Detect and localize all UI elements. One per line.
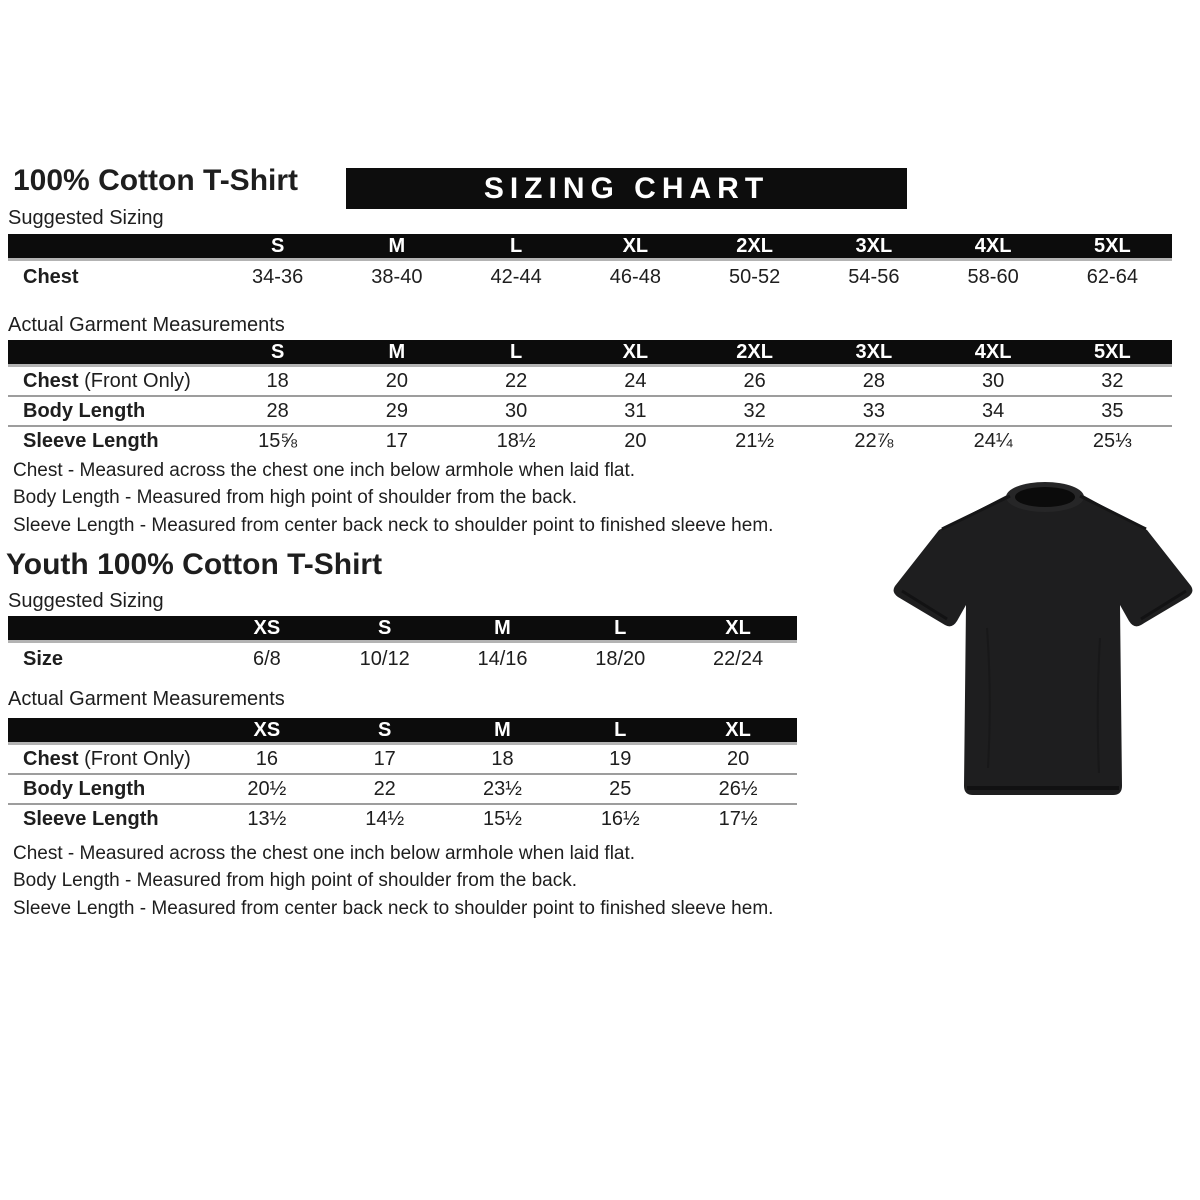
column-header: XL (725, 718, 751, 741)
table-cell: 16 (255, 747, 279, 770)
table-cell: 54-56 (848, 266, 900, 288)
adult-actual-header-row (8, 340, 1172, 367)
note-line: Sleeve Length - Measured from center back neck to shoulder point to finished sleeve hem. (13, 514, 774, 536)
column-header: 3XL (855, 340, 893, 363)
column-header: S (378, 718, 392, 741)
row-label (8, 370, 218, 393)
table-cell: 62-64 (1086, 266, 1138, 288)
youth-actual-measurements-label: Actual Garment Measurements (8, 688, 285, 710)
table-cell: 18/20 (595, 648, 646, 670)
table-cell: 22⅞ (854, 429, 894, 452)
table-cell: 14/16 (477, 648, 528, 670)
youth-suggested-header-row (8, 616, 797, 643)
column-header: XL (725, 616, 751, 639)
table-cell: 30 (982, 369, 1005, 392)
table-cell: 28 (266, 399, 289, 422)
table-cell: 32 (1101, 369, 1124, 392)
sizing-chart-banner (346, 168, 907, 209)
table-cell: 25⅓ (1092, 429, 1132, 452)
row-label: Sleeve Length (23, 807, 159, 830)
table-cell: 18 (491, 747, 514, 770)
youth-measurement-notes (13, 840, 773, 922)
note-line: Chest - Measured across the chest one inch below armhole when laid flat. (13, 460, 636, 481)
table-cell: 42-44 (490, 266, 542, 288)
table-cell: 22 (373, 777, 396, 800)
table-cell: 16½ (600, 807, 640, 830)
table-cell: 15⅝ (258, 429, 298, 452)
adult-measurement-notes (13, 457, 773, 539)
row-label: Size (23, 648, 64, 670)
column-header: L (614, 616, 627, 639)
column-header: S (270, 340, 285, 363)
table-cell: 15½ (483, 807, 522, 830)
column-header: 5XL (1094, 234, 1131, 257)
tshirt-illustration (892, 478, 1196, 808)
table-cell: 14½ (365, 807, 405, 830)
table-cell: 50-52 (729, 266, 781, 288)
youth-actual-header-row (8, 718, 797, 745)
table-cell: 17 (373, 747, 396, 770)
column-header: XS (253, 718, 281, 741)
table-cell: 18½ (496, 429, 536, 452)
column-header: M (494, 718, 511, 741)
table-row (8, 261, 1172, 294)
table-row (8, 643, 797, 676)
table-cell: 18 (266, 369, 289, 392)
row-label-main: Chest (23, 369, 79, 392)
table-cell: 38-40 (371, 266, 423, 288)
row-label (8, 748, 208, 771)
row-label-suffix: (Front Only) (78, 747, 191, 770)
adult-title: 100% Cotton T-Shirt (13, 164, 299, 197)
table-cell: 34 (982, 399, 1005, 422)
table-cell: 46-48 (609, 266, 661, 288)
column-header: XL (622, 234, 649, 257)
table-cell: 23½ (483, 777, 522, 800)
table-cell: 26½ (718, 777, 758, 800)
table-cell: 31 (624, 399, 647, 422)
table-cell: 33 (862, 399, 885, 422)
adult-actual-measurements-table (8, 340, 1172, 455)
sizing-chart-banner-text: SIZING CHART (483, 171, 770, 205)
table-cell: 29 (385, 399, 408, 422)
table-row (8, 395, 1172, 425)
table-cell: 19 (609, 747, 632, 770)
adult-suggested-sizing-label: Suggested Sizing (8, 207, 164, 229)
row-label: Chest (23, 266, 79, 288)
table-cell: 20 (726, 747, 750, 770)
row-label-main: Chest (23, 747, 79, 770)
note-line: Body Length - Measured from high point of shoulder from the back. (13, 870, 577, 892)
table-cell: 20 (385, 369, 408, 392)
table-row (8, 773, 797, 803)
table-cell: 22/24 (713, 648, 764, 670)
column-header: L (510, 234, 523, 257)
column-header: 2XL (736, 340, 773, 363)
column-header: M (388, 340, 406, 363)
column-header: L (614, 718, 627, 741)
column-header: 2XL (736, 234, 773, 257)
column-header: S (270, 234, 285, 257)
column-header: XS (253, 616, 281, 639)
table-cell: 24¼ (973, 429, 1013, 452)
row-label-suffix: (Front Only) (78, 369, 191, 392)
table-cell: 30 (505, 399, 528, 422)
table-cell: 24 (624, 369, 647, 392)
column-header: L (510, 340, 523, 363)
column-header: XL (622, 340, 649, 363)
column-header: 5XL (1094, 340, 1131, 363)
youth-actual-measurements-table (8, 718, 797, 833)
column-header: S (378, 616, 392, 639)
adult-suggested-header-row (8, 234, 1172, 261)
youth-title: Youth 100% Cotton T-Shirt (6, 548, 383, 581)
table-cell: 17 (385, 429, 408, 452)
table-cell: 13½ (247, 807, 287, 830)
black-tshirt-image (892, 478, 1196, 808)
row-label: Body Length (23, 777, 146, 800)
table-cell: 10/12 (359, 648, 410, 670)
adult-suggested-sizing-table (8, 234, 1172, 294)
column-header: M (388, 234, 406, 257)
column-header: 3XL (855, 234, 893, 257)
table-cell: 35 (1101, 399, 1124, 422)
table-cell: 28 (862, 369, 885, 392)
adult-actual-measurements-label: Actual Garment Measurements (8, 314, 285, 336)
table-cell: 26 (743, 369, 766, 392)
table-row (8, 367, 1172, 395)
table-cell: 25 (609, 777, 632, 800)
table-cell: 20 (624, 429, 647, 452)
table-row (8, 803, 797, 833)
youth-suggested-sizing-label: Suggested Sizing (8, 590, 164, 612)
table-cell: 6/8 (252, 648, 281, 670)
row-label: Body Length (23, 399, 146, 422)
table-cell: 21½ (735, 429, 775, 452)
youth-suggested-sizing-table (8, 616, 797, 676)
note-line: Body Length - Measured from high point of shoulder from the back. (13, 487, 577, 509)
table-row (8, 745, 797, 773)
table-cell: 34-36 (252, 266, 304, 288)
table-row (8, 425, 1172, 455)
table-cell: 22 (505, 369, 528, 392)
table-cell: 58-60 (967, 266, 1019, 288)
table-cell: 17½ (718, 807, 758, 830)
row-label: Sleeve Length (23, 429, 159, 452)
note-line: Chest - Measured across the chest one inch below armhole when laid flat. (13, 843, 636, 864)
column-header: 4XL (974, 234, 1012, 257)
column-header: M (494, 616, 511, 639)
table-cell: 32 (743, 399, 766, 422)
note-line: Sleeve Length - Measured from center back neck to shoulder point to finished sleeve hem. (13, 897, 774, 919)
table-cell: 20½ (247, 777, 287, 800)
column-header: 4XL (974, 340, 1012, 363)
